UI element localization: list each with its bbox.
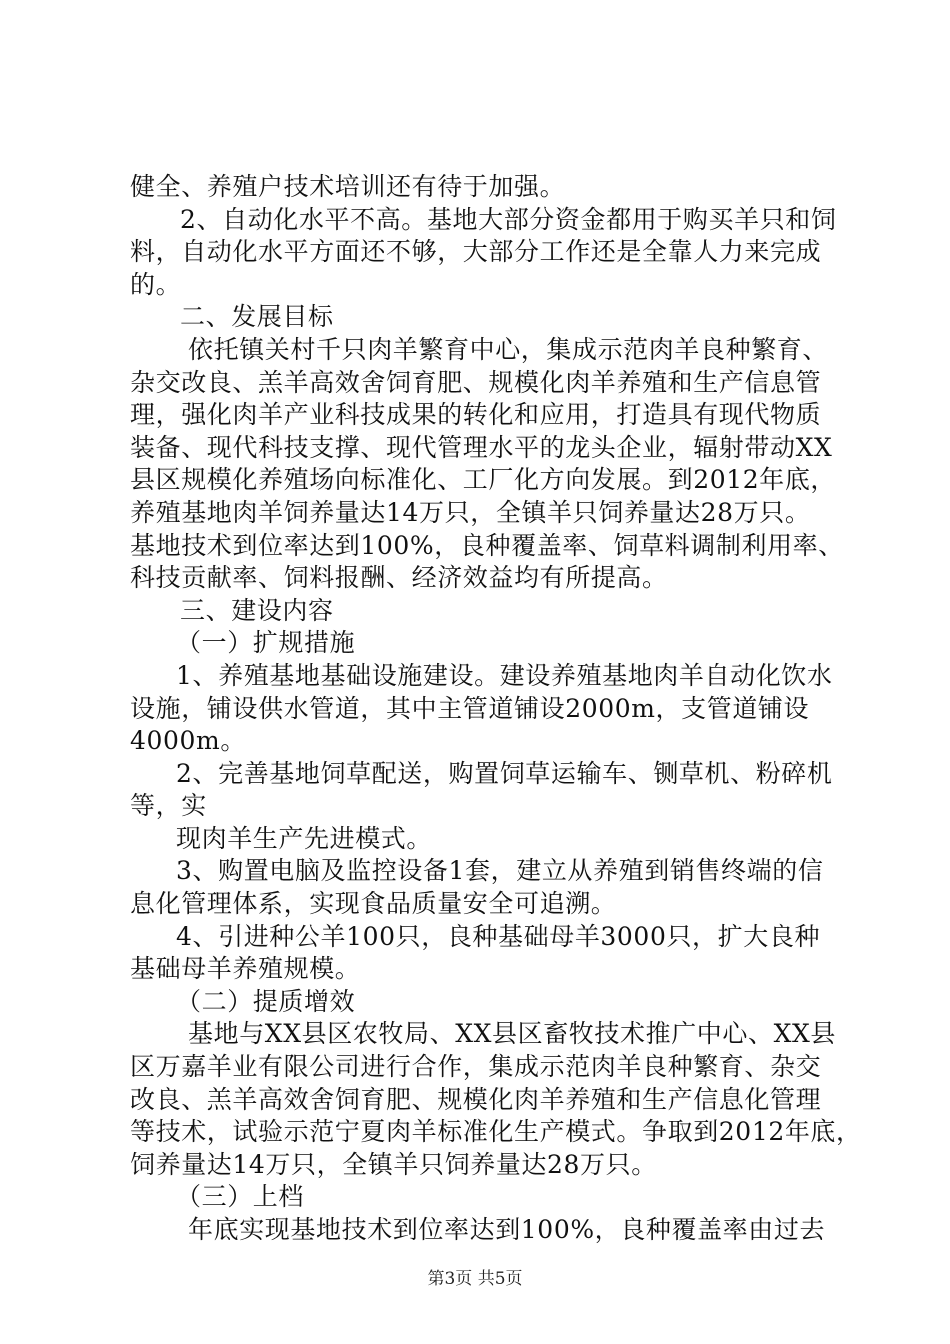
- paragraph-line: 改良、羔羊高效舍饲育肥、规模化肉羊养殖和生产信息化管理: [130, 1084, 822, 1114]
- paragraph-line: 基础母羊养殖规模。: [130, 954, 361, 984]
- paragraph-line: 基地技术到位率达到100%，良种覆盖率、饲草料调制利用率、: [130, 530, 844, 560]
- paragraph-line: 装备、现代科技支撑、现代管理水平的龙头企业，辐射带动XX: [130, 432, 833, 462]
- page-number: 第3页 共5页: [427, 1269, 523, 1289]
- paragraph-line: 杂交改良、羔羊高效舍饲育肥、规模化肉羊养殖和生产信息管: [130, 367, 822, 397]
- paragraph-line: 料，自动化水平方面还不够，大部分工作还是全靠人力来完成: [130, 237, 822, 267]
- section-heading: 二、发展目标: [180, 302, 334, 332]
- paragraph-line: 依托镇关村千只肉羊繁育中心，集成示范肉羊良种繁育、: [188, 334, 829, 364]
- document-body: [130, 171, 870, 1247]
- paragraph-line: 2、自动化水平不高。基地大部分资金都用于购买羊只和饲: [180, 204, 837, 234]
- paragraph-line: 等，实: [130, 791, 207, 821]
- paragraph-line: 年底实现基地技术到位率达到100%，良种覆盖率由过去: [188, 1215, 826, 1244]
- paragraph-line: 养殖基地肉羊饲养量达14万只，全镇羊只饲养量达28万只。: [130, 497, 811, 527]
- paragraph-line: 设施，铺设供水管道，其中主管道铺设2000m，支管道铺设: [130, 693, 810, 723]
- subsection-heading: （三）上档: [176, 1182, 305, 1212]
- paragraph-line: 健全、养殖户技术培训还有待于加强。: [130, 172, 566, 201]
- paragraph-line: 4000m。: [130, 726, 246, 756]
- paragraph-line: 等技术，试验示范宁夏肉羊标准化生产模式。争取到2012年底，: [130, 1117, 862, 1147]
- paragraph-line: 理，强化肉羊产业科技成果的转化和应用，打造具有现代物质: [130, 400, 822, 430]
- paragraph-line: 4、引进种公羊100只，良种基础母羊3000只，扩大良种: [176, 921, 821, 951]
- paragraph-line: 区万嘉羊业有限公司进行合作，集成示范肉羊良种繁育、杂交: [130, 1052, 822, 1082]
- paragraph-line: 现肉羊生产先进模式。: [176, 823, 433, 853]
- paragraph-line: 科技贡献率、饲料报酬、经济效益均有所提高。: [130, 563, 668, 593]
- paragraph-line: 息化管理体系，实现食品质量安全可追溯。: [130, 889, 617, 919]
- subsection-heading: （一）扩规措施: [176, 628, 356, 658]
- subsection-heading: （二）提质增效: [176, 986, 356, 1016]
- paragraph-line: 1、养殖基地基础设施建设。建设养殖基地肉羊自动化饮水: [176, 660, 833, 690]
- paragraph-line: 的。: [130, 269, 182, 299]
- paragraph-line: 基地与XX县区农牧局、XX县区畜牧技术推广中心、XX县: [188, 1019, 836, 1049]
- paragraph-line: 3、购置电脑及监控设备1套，建立从养殖到销售终端的信: [176, 856, 824, 886]
- page-footer: [0, 1267, 950, 1291]
- paragraph-line: 饲养量达14万只，全镇羊只饲养量达28万只。: [130, 1149, 657, 1179]
- paragraph-line: 2、完善基地饲草配送，购置饲草运输车、铡草机、粉碎机: [176, 758, 833, 788]
- section-heading: 三、建设内容: [180, 595, 334, 625]
- paragraph-line: 县区规模化养殖场向标准化、工厂化方向发展。到2012年底，: [130, 465, 837, 495]
